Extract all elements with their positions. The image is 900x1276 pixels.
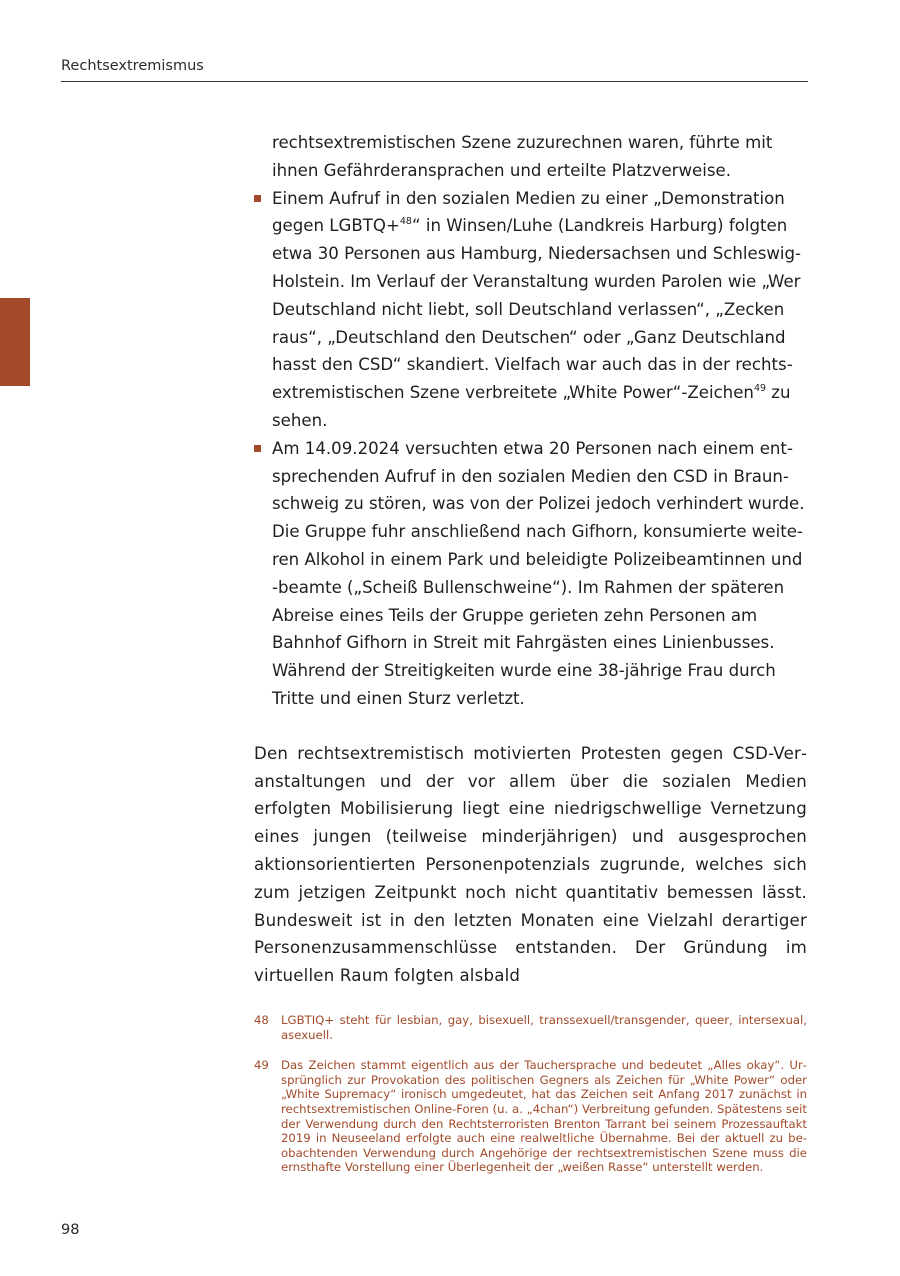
footnotes bbox=[254, 1013, 807, 1191]
footnote-ref-49[interactable]: 49 bbox=[753, 383, 767, 395]
square-bullet-icon bbox=[254, 445, 261, 452]
bullet-list bbox=[254, 185, 807, 713]
main-content bbox=[254, 129, 807, 990]
footnote-ref-48[interactable]: 48 bbox=[399, 216, 412, 228]
bullet-text: Am 14.09.2024 versuchten etwa 20 Personen nach einem entsprechenden Aufruf in den sozialen Medien den CSD in Braunschweig zu stören, was von der Polizei jedoch verhindert wurde. Die Gruppe fuhr anschließend nach Gifhorn, konsumierte weiteren Alkohol in einem Park und beleidigte Polizeibeamtinnen und -beamte („Scheiß Bullenschweine“). Im Rahmen der späteren Abreise eines Teils der Gruppe gerieten zehn Personen am Bahnhof Gifhorn in Streit mit Fahrgästen eines Linienbusses. Während der Streitigkeiten wurde eine 38-jährige Frau durch Tritte und einen Sturz verletzt. bbox=[272, 438, 805, 708]
bullet-item-1 bbox=[254, 185, 807, 435]
page-number: 98 bbox=[61, 1222, 80, 1238]
bullet-text-part: zu sehen. bbox=[272, 383, 791, 430]
footnote-text: Das Zeichen stammt eigentlich aus der Tauchersprache und bedeutet „Alles okay“. Ursprünglich zur Provokation des politischen Gegners als Zeichen für „White Power“ oder „White Supremacy“ ironisch umgedeutet, hat das Zeichen seit Anfang 2017 zunächst in rechtsextremistischen Online-Foren (u. a. „4chan“) Verbreitung gefunden. Spätestens seit der Verwendung durch den Rechtsterroristen Brenton Tarrant bei seinem Prozessauftakt 2019 in Neuseeland erfolgte auch eine realweltliche Übernahme. Bei der aktuell zu beobachtenden Verwendung durch Angehörige der rechtsextremistischen Szene muss die ernsthafte Vorstellung einer Überlegenheit der „weißen Rasse“ unterstellt werden. bbox=[281, 1058, 807, 1175]
footnote-49 bbox=[254, 1058, 807, 1175]
square-bullet-icon bbox=[254, 195, 261, 202]
footnote-text: LGBTIQ+ steht für lesbian, gay, bisexuell, transsexuell/transgender, queer, intersexual, asexuell. bbox=[281, 1013, 807, 1042]
footnote-48 bbox=[254, 1013, 807, 1042]
body-paragraph: Den rechtsextremistisch motivierten Protesten gegen CSD-Veranstaltungen und der vor allem über die sozialen Medien erfolgten Mobilisierung liegt eine niedrigschwellige Vernetzung eines jungen (teilweise minderjährigen) und ausgesprochen aktionsorientierten Personenpotenzials zugrunde, welches sich zum jetzigen Zeitpunkt noch nicht quantitativ bemessen lässt. Bundesweit ist in den letzten Monaten eine Vielzahl derartiger Personenzusammenschlüsse entstanden. Der Gründung im virtuellen Raum folgten alsbald bbox=[254, 743, 807, 986]
header-rule bbox=[61, 81, 808, 82]
bullet-text-part: Einem Aufruf in den sozialen Medien zu einer „Demonstration gegen LGBTQ+ bbox=[272, 188, 785, 236]
running-header-title: Rechtsextremismus bbox=[61, 58, 204, 74]
continued-paragraph: rechtsextremistischen Szene zuzurechnen waren, führte mit ihnen Gefährderansprachen und erteilte Platzverweise. bbox=[272, 133, 773, 180]
bullet-text-part: “ in Winsen/Luhe (Landkreis Harburg) folgten etwa 30 Personen aus Hamburg, Niedersachsen und Schleswig-Holstein. Im Verlauf der Veranstaltung wurden Parolen wie „Wer Deutschland nicht liebt, soll Deutschland verlassen“, „Zecken raus“, „Deutschland den Deutschen“ oder „Ganz Deutschland hasst den CSD“ skandiert. Vielfach war auch das in der rechtsextremistischen Szene verbreitete „White Power“-Zeichen bbox=[272, 216, 802, 403]
bullet-item-2 bbox=[254, 435, 807, 713]
footnote-number: 49 bbox=[254, 1058, 269, 1073]
chapter-side-tab bbox=[0, 298, 30, 386]
footnote-number: 48 bbox=[254, 1013, 269, 1027]
